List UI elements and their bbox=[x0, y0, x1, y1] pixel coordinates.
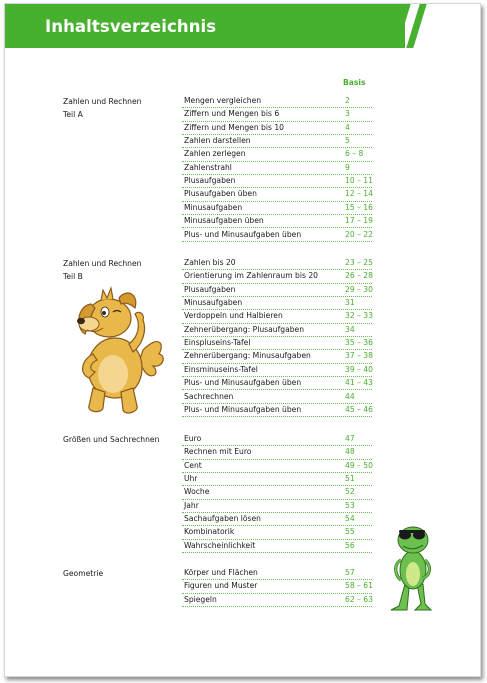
dog-mascot-illustration bbox=[67, 284, 171, 420]
toc-topic: Plus- und Minusaufgaben üben bbox=[184, 229, 302, 239]
toc-page-numbers: 49 – 50 bbox=[345, 460, 373, 470]
toc-topic: Mengen vergleichen bbox=[184, 96, 262, 105]
toc-row bbox=[182, 567, 372, 580]
toc-page-numbers: 52 bbox=[345, 487, 355, 497]
toc-page-numbers: 23 – 25 bbox=[345, 258, 373, 267]
toc-row bbox=[182, 270, 372, 283]
toc-row bbox=[182, 135, 372, 148]
toc-page-numbers: 57 bbox=[345, 568, 355, 577]
toc-topic: Minusaufgaben üben bbox=[184, 216, 264, 226]
toc-page-numbers: 6 – 8 bbox=[345, 149, 364, 159]
toc-topic: Spiegeln bbox=[184, 594, 217, 604]
toc-page-numbers: 48 bbox=[345, 447, 355, 457]
toc-row bbox=[182, 310, 372, 323]
toc-page-numbers: 5 bbox=[345, 136, 350, 146]
toc-page-numbers: 51 bbox=[345, 474, 355, 484]
toc-topic: Wahrscheinlichkeit bbox=[184, 540, 256, 550]
toc-row bbox=[182, 513, 372, 526]
column-heading-basis: Basis bbox=[343, 78, 366, 87]
toc-row bbox=[182, 122, 372, 135]
toc-row bbox=[182, 188, 372, 201]
toc-row bbox=[182, 229, 372, 242]
toc-row bbox=[182, 540, 372, 553]
toc-page-numbers: 45 – 46 bbox=[345, 404, 373, 414]
toc-page-numbers: 54 bbox=[345, 514, 355, 524]
toc-row bbox=[182, 473, 372, 486]
toc-page-numbers: 39 – 40 bbox=[345, 364, 373, 374]
toc-row bbox=[182, 202, 372, 215]
toc-topic: Kombinatorik bbox=[184, 527, 235, 537]
toc-row bbox=[182, 297, 372, 310]
toc-row bbox=[182, 350, 372, 363]
toc-page-numbers: 10 – 11 bbox=[345, 176, 373, 186]
toc-page bbox=[4, 3, 481, 677]
toc-topic: Zahlen darstellen bbox=[184, 136, 251, 146]
toc-page-numbers: 31 bbox=[345, 298, 355, 308]
toc-topic: Plusaufgaben bbox=[184, 284, 236, 294]
section-label: Zahlen und Rechnen bbox=[63, 97, 142, 106]
toc-row bbox=[182, 324, 372, 337]
toc-page-numbers: 34 bbox=[345, 324, 355, 334]
toc-row bbox=[182, 594, 372, 607]
toc-topic: Zehnerübergang: Plusaufgaben bbox=[184, 324, 305, 334]
toc-topic: Einspluseins-Tafel bbox=[184, 338, 251, 348]
toc-topic: Rechnen mit Euro bbox=[184, 447, 252, 457]
toc-page-numbers: 17 – 19 bbox=[345, 216, 373, 226]
toc-topic: Körper und Flächen bbox=[184, 568, 258, 577]
toc-topic: Sachaufgaben lösen bbox=[184, 514, 261, 524]
toc-topic: Zehnerübergang: Minusaufgaben bbox=[184, 351, 311, 361]
toc-row bbox=[182, 460, 372, 473]
toc-topic: Plus- und Minusaufgaben üben bbox=[184, 378, 302, 388]
toc-topic: Ziffern und Mengen bis 6 bbox=[184, 109, 280, 119]
toc-page-numbers: 44 bbox=[345, 391, 355, 401]
toc-page-numbers: 41 – 43 bbox=[345, 378, 373, 388]
toc-topic: Zahlen bis 20 bbox=[184, 258, 236, 267]
toc-row bbox=[182, 433, 372, 446]
toc-page-numbers: 53 bbox=[345, 500, 355, 510]
toc-row bbox=[182, 337, 372, 350]
toc-topic: Minusaufgaben bbox=[184, 298, 243, 308]
section-label: Größen und Sachrechnen bbox=[63, 435, 160, 444]
toc-topic: Figuren und Muster bbox=[184, 581, 258, 591]
section-label: Teil B bbox=[63, 272, 83, 282]
frog-mascot-illustration bbox=[389, 518, 435, 614]
section-label: Teil A bbox=[63, 110, 83, 120]
toc-page-numbers: 58 – 61 bbox=[345, 581, 373, 591]
toc-row bbox=[182, 215, 372, 228]
section-label: Geometrie bbox=[63, 569, 104, 578]
toc-row bbox=[182, 364, 372, 377]
toc-topic: Uhr bbox=[184, 474, 198, 484]
toc-page-numbers: 37 – 38 bbox=[345, 351, 373, 361]
toc-page-numbers: 4 bbox=[345, 122, 350, 132]
section-label: Zahlen und Rechnen bbox=[63, 259, 142, 268]
toc-page-numbers: 26 – 28 bbox=[345, 271, 373, 281]
toc-topic: Ziffern und Mengen bis 10 bbox=[184, 122, 285, 132]
toc-topic: Plusaufgaben üben bbox=[184, 189, 257, 199]
toc-page-numbers: 15 – 16 bbox=[345, 202, 373, 212]
toc-page-numbers: 9 bbox=[345, 162, 350, 172]
toc-row bbox=[182, 377, 372, 390]
toc-page-numbers: 47 bbox=[345, 434, 355, 443]
toc-page-numbers: 32 – 33 bbox=[345, 311, 373, 321]
toc-row bbox=[182, 500, 372, 513]
toc-page-numbers: 56 bbox=[345, 540, 355, 550]
toc-page-numbers: 62 – 63 bbox=[345, 594, 373, 604]
toc-topic: Zahlenstrahl bbox=[184, 162, 232, 172]
toc-row bbox=[182, 175, 372, 188]
toc-row bbox=[182, 580, 372, 593]
page-title: Inhaltsverzeichnis bbox=[45, 17, 217, 36]
toc-page-numbers: 35 – 36 bbox=[345, 338, 373, 348]
toc-topic: Orientierung im Zahlenraum bis 20 bbox=[184, 271, 318, 281]
toc-page-numbers: 29 – 30 bbox=[345, 284, 373, 294]
toc-topic: Verdoppeln und Halbieren bbox=[184, 311, 283, 321]
toc-row bbox=[182, 446, 372, 459]
toc-topic: Plus- und Minusaufgaben üben bbox=[184, 404, 302, 414]
toc-row bbox=[182, 284, 372, 297]
toc-topic: Cent bbox=[184, 460, 202, 470]
toc-topic: Jahr bbox=[184, 500, 199, 510]
toc-row bbox=[182, 257, 372, 270]
toc-row bbox=[182, 404, 372, 417]
toc-row bbox=[182, 162, 372, 175]
toc-row bbox=[182, 148, 372, 161]
toc-topic: Sachrechnen bbox=[184, 391, 234, 401]
toc-page-numbers: 3 bbox=[345, 109, 350, 119]
toc-page-numbers: 55 bbox=[345, 527, 355, 537]
toc-page-numbers: 12 – 14 bbox=[345, 189, 373, 199]
toc-topic: Zahlen zerlegen bbox=[184, 149, 246, 159]
header-stripe bbox=[406, 4, 426, 48]
toc-page-numbers: 2 bbox=[345, 96, 350, 105]
toc-topic: Woche bbox=[184, 487, 210, 497]
toc-topic: Minusaufgaben bbox=[184, 202, 243, 212]
toc-row bbox=[182, 95, 372, 108]
toc-topic: Einsminuseins-Tafel bbox=[184, 364, 258, 374]
toc-row bbox=[182, 108, 372, 121]
toc-row bbox=[182, 526, 372, 539]
toc-row bbox=[182, 391, 372, 404]
toc-topic: Euro bbox=[184, 434, 202, 443]
toc-topic: Plusaufgaben bbox=[184, 176, 236, 186]
toc-row bbox=[182, 486, 372, 499]
toc-page-numbers: 20 – 22 bbox=[345, 229, 373, 239]
